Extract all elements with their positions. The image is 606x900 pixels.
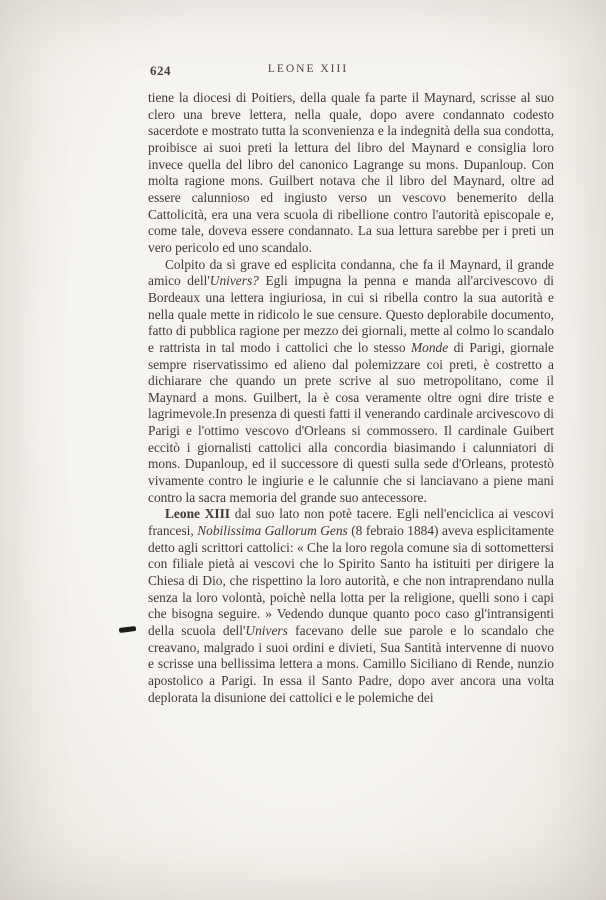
paragraph-2-text: di Parigi, giornale sempre riservatissimo ed alieno dal polemizzare coi preti, è costretto a dichiarare che quando un prete scrive al suo metropolitano, come il Maynard a mons. Guilbert, la è cosa veramente oltre ogni dire triste e lagrimevole.In presenza di questi fatti il venerando cardinale arcivescovo di Parigi e l'ottimo vescovo d'Orleans si commossero. Il cardinale Guibert eccitò i giornalisti cattolici alla concordia biasimando i calunniatori di mons. Dupanloup, ed il successore di questi sulla sede d'Orleans, protestò vivamente contro le ingiurie e le calunnie che si lanciavano a piene mani contro la sacra memoria del grande suo antecessore. — [148, 339, 555, 505]
paragraph-3 — [148, 506, 554, 706]
page-number: 624 — [150, 63, 171, 78]
paragraph-3-text: (8 febraio 1884) aveva esplicitamente detto agli scrittori cattolici: « Che la loro regola comune sia di sottomettersi con filiale pietà ai vescovi che lo Spirito Santo ha istituiti per dirigere la Chiesa di Dio, che rispettino la loro autorità, e che non intraprendano nulla senza la loro volontà, poichè nella lotta per la religione, quelli sono i capi che bisogna seguire. » Vedendo dunque quanto poco caso gl'intransigenti della scuola dell' — [148, 523, 554, 638]
page-header — [148, 63, 554, 81]
text-block — [148, 90, 554, 706]
paragraph-3-italic-univers: Univers — [245, 623, 288, 638]
paragraph-2-text: Egli impugna la penna e manda all'arcivescovo di Bordeaux una lettera ingiuriosa, in cui si ribella contro la sua autorità e nella quale mette in ridicolo le sue censure. Questo deplorabile documento, fatto di pubblica ragione per mezzo dei giornali, mette al colmo lo scandalo e rattrista in tal modo i cattolici che lo stesso — [148, 273, 554, 355]
paragraph-2 — [148, 257, 554, 507]
paragraph-3-text: dal suo lato non potè tacere. Egli nell'enciclica ai vescovi francesi, — [148, 506, 554, 539]
paragraph-3-italic-encyclical: Nobilissima Gallorum Gens — [197, 523, 348, 539]
paragraph-1 — [148, 90, 554, 257]
running-title: LEONE XIII — [267, 63, 349, 75]
paragraph-3-text: facevano delle sue parole e lo scandalo che creavano, malgrado i suoi ordini e divieti, Sua Santità intervenne di nuovo e scrisse una bellissima lettera a mons. Camillo Siciliano di Rende, nunzio apostolico a Parigi. In essa il Santo Padre, dopo aver ancora una volta deplorata la disunione dei cattolici e le polemiche dei — [148, 623, 555, 705]
margin-ink-mark — [119, 626, 136, 633]
paragraph-2-italic-monde: Monde — [410, 339, 449, 355]
paragraph-1-text: tiene la diocesi di Poitiers, della quale fa parte il Maynard, scrisse al suo clero una breve lettera, nella quale, dopo avere condannato codesto sacerdote e mostrato tutta la sconvenienza e la indegnità della sua condotta, proibisce ai suoi preti la lettura del libro del Maynard e consiglia loro invece quella del libro del canonico Lagrange su mons. Dupanloup. Con molta ragione mons. Guilbert notava che il libro del Maynard, oltre ad essere calunnioso ed ingiusto verso un vescovo benemerito della Cattolicità, era una vera scuola di ribellione contro l'autorità episcopale e, come tale, doveva essere condannato. La sua lettura sarebbe per i preti un vero pericolo ed uno scandalo. — [148, 90, 554, 255]
paragraph-3-bold-leone: Leone XIII — [165, 506, 231, 522]
paragraph-2-text: Colpito da sì grave ed esplicita condanna, che fa il Maynard, il grande amico dell' — [148, 256, 554, 289]
paragraph-2-italic-univers: Univers? — [209, 273, 259, 289]
